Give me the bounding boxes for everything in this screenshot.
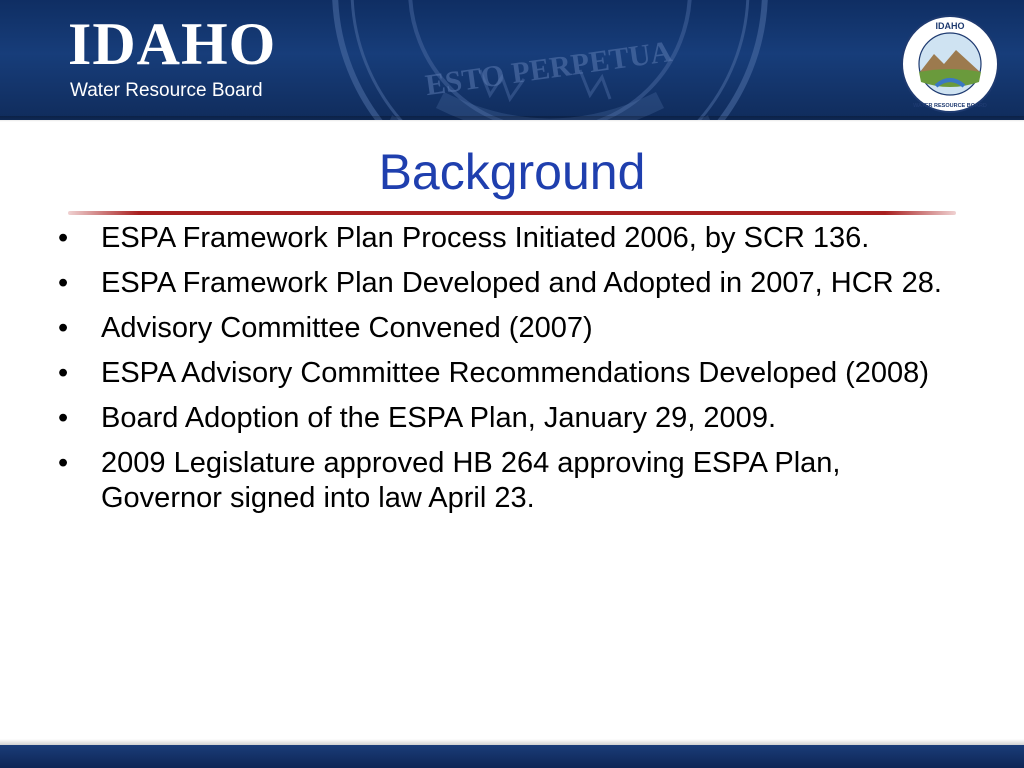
title-divider [68, 211, 956, 215]
header-banner [0, 0, 1024, 120]
bullet-list [58, 221, 968, 526]
badge-bottom-text: WATER RESOURCE BOARD [913, 103, 987, 109]
bullet-text: ESPA Framework Plan Developed and Adopted in 2007, HCR 28. [101, 267, 942, 299]
bullet-item [58, 311, 968, 346]
bullet-dot: • [58, 447, 69, 479]
bullet-item [58, 446, 968, 516]
bullet-item [58, 266, 968, 301]
bullet-dot: • [58, 312, 69, 344]
bullet-dot: • [58, 402, 69, 434]
bullet-text: Board Adoption of the ESPA Plan, January 29, 2009. [101, 402, 777, 434]
footer-bar [0, 745, 1024, 768]
logo-title: IDAHO [68, 11, 277, 77]
bullet-item [58, 221, 968, 256]
state-seal-watermark [330, 0, 770, 120]
bullet-text: ESPA Advisory Committee Recommendations Developed (2008) [101, 357, 929, 389]
bullet-text: ESPA Framework Plan Process Initiated 2006, by SCR 136. [101, 222, 870, 254]
bullet-dot: • [58, 357, 69, 389]
slide-title: Background [378, 144, 646, 200]
logo-subtitle: Water Resource Board [70, 80, 263, 101]
badge-top-text: IDAHO [935, 21, 965, 31]
water-resource-board-badge-icon [900, 14, 1000, 114]
bullet-dot: • [58, 222, 69, 254]
bullet-item [58, 356, 968, 391]
bullet-dot: • [58, 267, 69, 299]
bullet-text: 2009 Legislature approved HB 264 approving ESPA Plan, Governor signed into law April 23. [101, 447, 841, 514]
seal-motto: ESTO PERPETUA [423, 34, 675, 103]
header-shadow [0, 116, 1024, 122]
bullet-text: Advisory Committee Convened (2007) [101, 312, 593, 344]
bullet-item [58, 401, 968, 436]
